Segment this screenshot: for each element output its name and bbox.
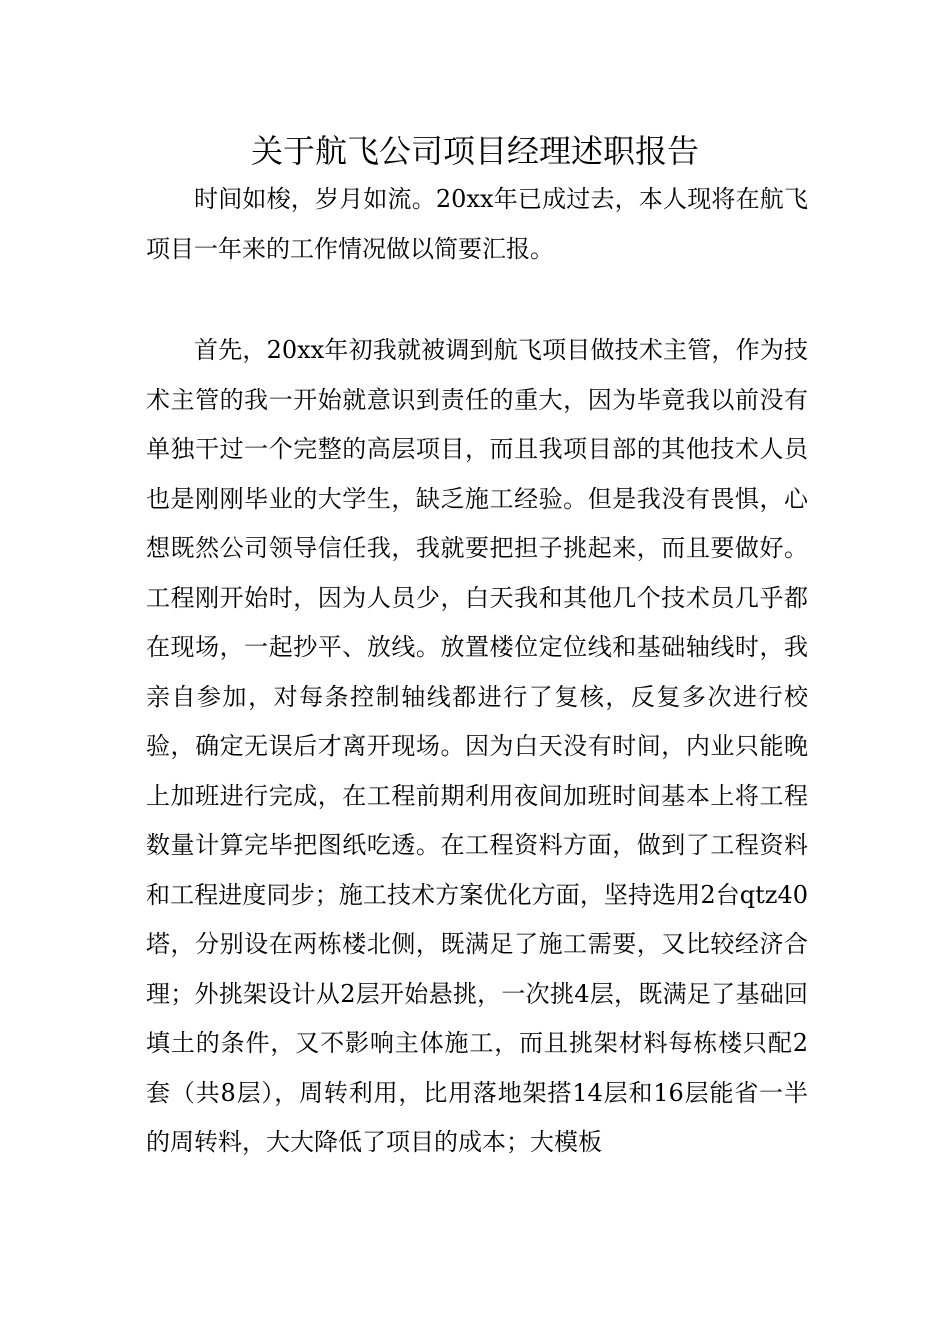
- paragraph-intro: 时间如梭，岁月如流。20xx年已成过去，本人现将在航飞项目一年来的工作情况做以简要汇报。: [146, 185, 808, 263]
- paragraph-body: 首先，20xx年初我就被调到航飞项目做技术主管，作为技术主管的我一开始就意识到责任的重大，因为毕竟我以前没有单独干过一个完整的高层项目，而且我项目部的其他技术人员也是刚刚毕业的大学生，缺乏施工经验。但是我没有畏惧，心想既然公司领导信任我，我就要把担子挑起来，而且要做好。工程刚开始时，因为人员少，白天我和其他几个技术员几乎都在现场，一起抄平、放线。放置楼位定位线和基础轴线时，我亲自参加，对每条控制轴线都进行了复核，反复多次进行校验，确定无误后才离开现场。因为白天没有时间，内业只能晚上加班进行完成，在工程前期利用夜间加班时间基本上将工程数量计算完毕把图纸吃透。在工程资料方面，做到了工程资料和工程进度同步；施工技术方案优化方面，坚持选用2台qtz40塔，分别设在两栋楼北侧，既满足了施工需要，又比较经济合理；外挑架设计从2层开始悬挑，一次挑4层，既满足了基础回填土的条件，又不影响主体施工，而且挑架材料每栋楼只配2套（共8层），周转利用，比用落地架搭14层和16层能省一半的周转料，大大降低了项目的成本；大模板: [146, 336, 808, 1156]
- document-title: 关于航飞公司项目经理述职报告: [250, 132, 699, 170]
